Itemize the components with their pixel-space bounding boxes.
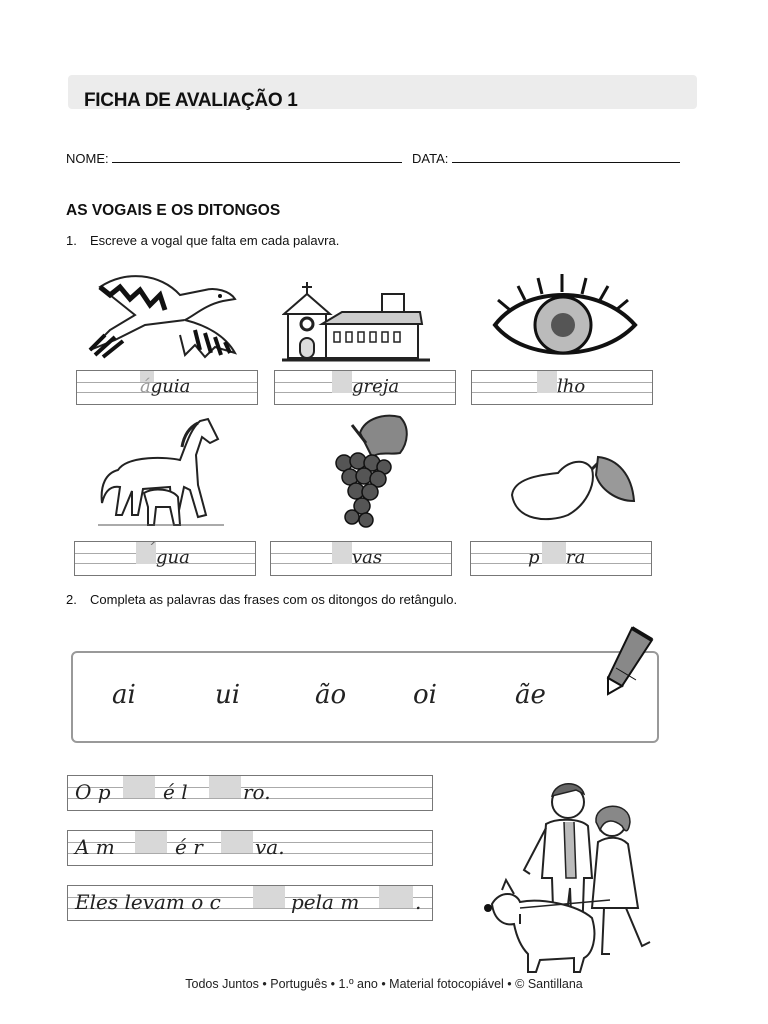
exercise-1-instruction — [66, 233, 339, 248]
pear-icon — [508, 455, 638, 525]
answer-lines-pear[interactable] — [470, 541, 652, 576]
sentence-3-part-2: pela m — [291, 890, 360, 914]
exercise-2-number: 2. — [66, 592, 77, 607]
sentence-2-part-3: va. — [255, 835, 285, 859]
answer-lines-eagle[interactable] — [76, 370, 258, 405]
answer-lines-grapes[interactable] — [270, 541, 452, 576]
word-church: greja — [352, 376, 400, 397]
sentence-gap[interactable] — [379, 886, 413, 908]
sentence-2-part-1: A m — [75, 835, 115, 859]
exercise-1-text: Escreve a vogal que falta em cada palavra. — [90, 233, 340, 248]
diphthong-ai: ai — [112, 680, 136, 710]
diphthong-ae: ãe — [515, 680, 546, 710]
answer-gap[interactable] — [537, 371, 557, 393]
horse-icon — [98, 415, 224, 533]
answer-gap[interactable] — [332, 542, 352, 564]
sheet-title: FICHA DE AVALIAÇÃO 1 — [84, 90, 298, 111]
word-eye: lho — [557, 376, 586, 397]
church-icon — [282, 282, 430, 364]
word-eagle: águia — [140, 376, 191, 397]
sentence-lines-2[interactable] — [67, 830, 433, 866]
word-pear: ra — [566, 547, 586, 568]
word-grapes: vas — [352, 547, 383, 568]
diphthong-oi: oi — [413, 680, 437, 710]
word-pear-start: p — [528, 547, 540, 568]
name-field[interactable] — [66, 150, 402, 166]
sentence-3-part-1: Eles levam o c — [75, 890, 221, 914]
diphthong-ui: ui — [215, 680, 241, 710]
answer-lines-horse[interactable] — [74, 541, 256, 576]
sentence-3-part-3: . — [415, 890, 422, 914]
section-title: AS VOGAIS E OS DITONGOS — [66, 202, 281, 219]
sentence-gap[interactable] — [135, 831, 167, 853]
answer-lines-church[interactable] — [274, 370, 456, 405]
eye-icon — [490, 270, 640, 365]
sentence-gap[interactable] — [123, 776, 155, 798]
sentence-gap[interactable] — [209, 776, 241, 798]
grapes-icon — [330, 413, 412, 533]
exercise-1-number: 1. — [66, 233, 77, 248]
date-label: DATA: — [412, 151, 449, 166]
sentence-2-part-2: é r — [175, 835, 203, 859]
word-horse: gua — [156, 547, 190, 568]
date-field[interactable] — [412, 150, 680, 166]
eagle-icon — [85, 265, 245, 363]
date-blank[interactable] — [452, 150, 680, 163]
name-blank[interactable] — [112, 150, 402, 163]
sentence-1-part-1: O p — [75, 780, 111, 804]
sentence-1-part-3: ro. — [243, 780, 271, 804]
answer-gap[interactable] — [332, 371, 352, 393]
sentence-gap[interactable] — [253, 886, 285, 908]
exercise-2-instruction — [66, 592, 457, 607]
sentence-gap[interactable] — [221, 831, 253, 853]
name-label: NOME: — [66, 151, 109, 166]
footer-credits: Todos Juntos • Português • 1.º ano • Material fotocopiável • © Santillana — [185, 977, 583, 991]
answer-lines-eye[interactable] — [471, 370, 653, 405]
diphthong-ao: ão — [315, 680, 347, 710]
sentence-lines-1[interactable] — [67, 775, 433, 811]
exercise-2-text: Completa as palavras das frases com os ditongos do retângulo. — [90, 592, 458, 607]
people-with-dog-icon — [480, 778, 670, 974]
diphthong-box — [71, 651, 659, 743]
sentence-lines-3[interactable] — [67, 885, 433, 921]
word-horse-accent: ´ — [146, 540, 155, 561]
sentence-1-part-2: é l — [163, 780, 188, 804]
answer-gap[interactable] — [542, 542, 566, 564]
pencil-icon — [602, 624, 656, 696]
